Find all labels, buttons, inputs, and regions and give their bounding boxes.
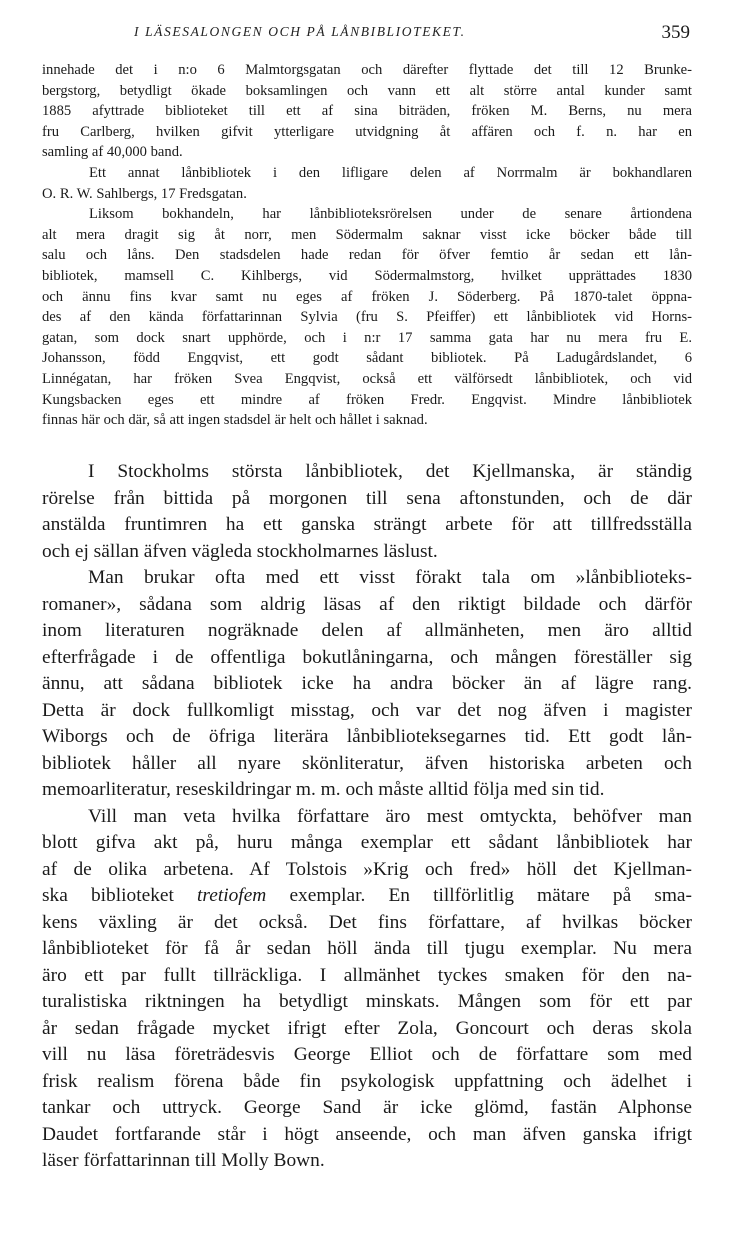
text-line: alt mera dragit sig åt norr, men Södermalm saknar visst icke böcker både till: [42, 226, 692, 243]
text-line: kens växling är det också. Det fins författare, af hvilkas böcker: [42, 911, 692, 933]
text-line-with-italic: [42, 883, 692, 910]
text-line: läser författarinnan till Molly Bown.: [42, 1150, 325, 1171]
text-line: innehade det i n:o 6 Malmtorgsgatan och därefter flyttade det till 12 Brunke-: [42, 62, 692, 78]
text-line: inom literaturen nogräknade delen af allmänheten, men äro alltid: [42, 620, 692, 641]
text-line: bergstorg, betydligt ökade boksamlingen och vann ett alt större antal kunder samt: [42, 82, 692, 99]
text-line: 1885 afyttrade biblioteket till ett af sina biträden, fröken M. Berns, nu mera: [42, 103, 692, 120]
text-line: Vill man veta hvilka författare äro mest omtyckta, behöfver man: [88, 805, 692, 827]
running-title: I LÄSESALONGEN OCH PÅ LÅNBIBLIOTEKET.: [134, 24, 466, 39]
text-line: äro ett par fullt tillräckliga. I allmänhet tyckes smaken för den na-: [42, 964, 692, 986]
text-line: bibliotek, mamsell C. Kihlbergs, vid Södermalmstorg, hvilket upprättades 1830: [42, 267, 692, 284]
text-line: Liksom bokhandeln, har lånbiblioteksrörelsen under de senare årtiondena: [89, 206, 692, 223]
text-line: år sedan frågade mycket ifrigt efter Zola, Goncourt och deras skola: [42, 1017, 692, 1039]
small-print-section: [42, 60, 692, 431]
text-line: blott gifva akt på, huru många exemplar ett sådant lånbibliotek har: [42, 832, 692, 853]
large-print-section: [42, 459, 692, 1175]
text-line: gatan, som dock snart upphörde, och i n:r 17 samma gata har nu mera fru E.: [42, 329, 692, 346]
text-line: samling af 40,000 band.: [42, 144, 183, 161]
text-line: O. R. W. Sahlbergs, 17 Fredsgatan.: [42, 185, 247, 202]
text-line: romaner», sådana som aldrig läsas af den riktigt bildade och därför: [42, 593, 692, 615]
text-line: och ännu fins kvar samt nu eges af fröken J. Söderberg. På 1870-talet öppna-: [42, 288, 692, 305]
text-line: frisk realism förena både fin psykologisk uppfattning och ädelhet i: [42, 1070, 692, 1092]
text-fragment: ska biblioteket: [42, 885, 174, 906]
text-line: Linnégatan, har fröken Svea Engqvist, också ett välförsedt lånbibliotek, och vid: [42, 370, 692, 387]
text-line: bibliotek håller all nyare skönliteratur, äfven historiska arbeten och: [42, 752, 692, 774]
text-line: anstälda fruntimren ha ett ganska strängt arbete för att tillfredsställa: [42, 514, 692, 535]
text-fragment: exemplar. En tillförlitlig mätare på sma-: [289, 885, 692, 906]
text-line: Man brukar ofta med ett visst förakt tala om »lånbiblioteks-: [88, 567, 692, 588]
page-header: [42, 22, 692, 46]
text-line: Kungsbacken eges ett mindre af fröken Fredr. Engqvist. Mindre lånbibliotek: [42, 391, 692, 408]
text-line: memoarliteratur, reseskildringar m. m. och måste alltid följa med sin tid.: [42, 779, 605, 800]
text-line: salu och låns. Den stadsdelen hade redan för öfver femtio år sedan ett lån-: [42, 247, 692, 264]
text-line: turalistiska riktningen ha betydligt minskats. Mången som för ett par: [42, 991, 692, 1012]
text-line: Daudet fortfarande står i högt anseende, och man äfven ganska ifrigt: [42, 1123, 692, 1145]
italic-word: tretiofem: [197, 885, 267, 906]
text-line: I Stockholms största lånbibliotek, det Kjellmanska, är ständig: [88, 461, 692, 482]
text-line: Wiborgs och de öfriga literära lånbiblioteksegarnes tid. Ett godt lån-: [42, 726, 692, 747]
text-line: Detta är dock fullkomligt misstag, och var det nog äfven i magister: [42, 699, 692, 721]
text-line: fru Carlberg, hvilken gifvit ytterligare utvidgning åt affären och f. n. har en: [42, 123, 692, 140]
text-line: finnas här och där, så att ingen stadsdel är helt och hållet i saknad.: [42, 412, 428, 429]
text-line: och ej sällan äfven vägleda stockholmarnes läslust.: [42, 540, 438, 562]
page-number: 359: [661, 22, 690, 43]
text-line: af de olika arbetena. Af Tolstois »Krig och fred» höll det Kjellman-: [42, 858, 692, 880]
text-line: Johansson, född Engqvist, ett godt sådant bibliotek. På Ladugårdslandet, 6: [42, 350, 692, 367]
text-line: Ett annat lånbibliotek i den lifligare delen af Norrmalm är bokhandlaren: [89, 164, 692, 181]
text-line: ännu, att sådana bibliotek icke ha andra böcker än af lägre rang.: [42, 673, 692, 694]
text-line: tankar och uttryck. George Sand är icke glömd, fastän Alphonse: [42, 1097, 692, 1118]
text-line: efterfrågade i de offentliga bokutlåningarna, och mången föreställer sig: [42, 646, 692, 668]
text-line: des af den kända författarinnan Sylvia (fru S. Pfeiffer) ett lånbibliotek vid Horns-: [42, 309, 692, 326]
text-line: rörelse från bittida på morgonen till sena aftonstunden, och de där: [42, 487, 692, 509]
text-line: vill nu läsa företrädesvis George Elliot och de författare som med: [42, 1044, 692, 1065]
text-line: lånbiblioteket för få år sedan höll ända till tjugu exemplar. Nu mera: [42, 938, 692, 959]
